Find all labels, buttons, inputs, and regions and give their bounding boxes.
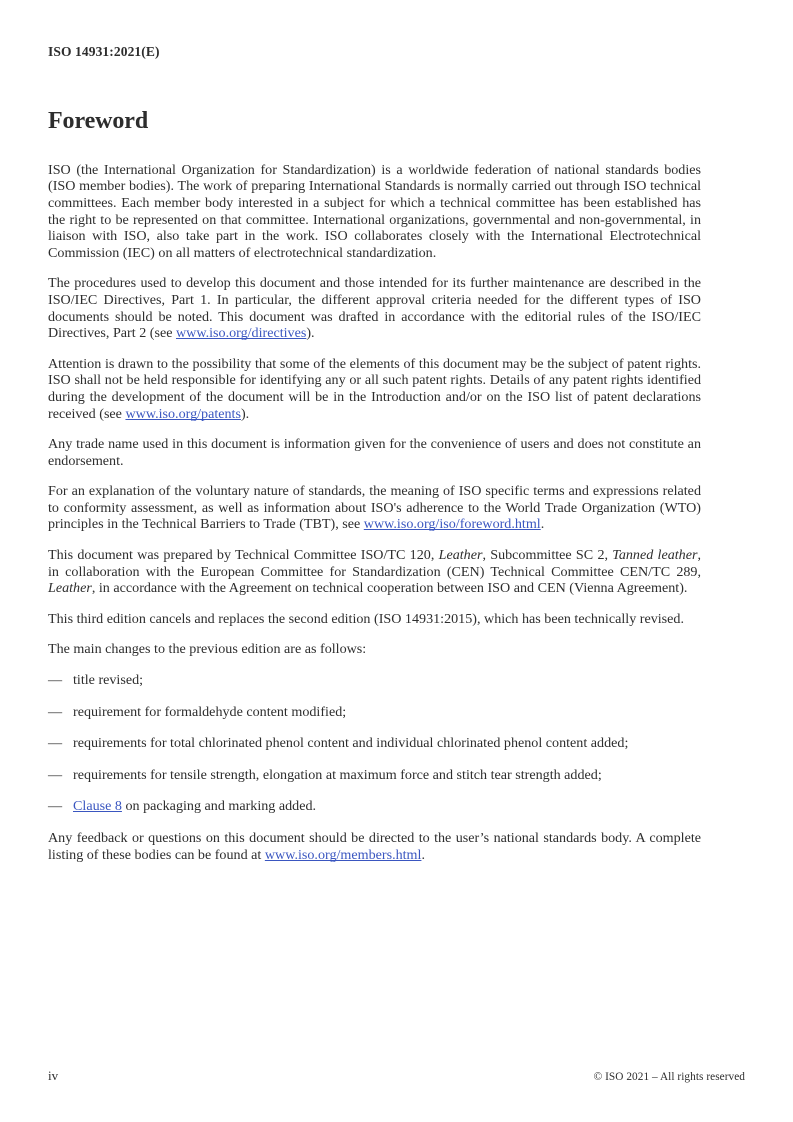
paragraph-voluntary-nature: [48, 483, 701, 533]
em-dash-bullet-icon: —: [48, 703, 63, 720]
list-item-label: requirements for tensile strength, elongation at maximum force and stitch tear strength added;: [73, 766, 602, 783]
list-item-label: on packaging and marking added.: [121, 798, 317, 815]
paragraph-third-edition: This third edition cancels and replaces the second edition (ISO 14931:2015), which has been technically revised.: [48, 610, 684, 627]
committee-segment-3: , in collaboration with the European Committee for Standardization (CEN) Technical Committee CEN/TC 289,: [48, 547, 701, 580]
link-iso-directives[interactable]: www.iso.org/directives: [175, 325, 307, 342]
foreword-body: [48, 162, 701, 863]
list-item-label: title revised;: [73, 672, 144, 689]
page-footer: [48, 1068, 745, 1085]
committee-segment-1: This document was prepared by Technical Committee ISO/TC 120,: [48, 547, 439, 564]
committee-segment-2: , Subcommittee SC 2,: [482, 547, 613, 564]
document-header: ISO 14931:2021(E): [48, 44, 160, 59]
committee-italic-leather-cen289: Leather: [48, 580, 92, 597]
list-item: [48, 704, 701, 721]
em-dash-bullet-icon: —: [48, 798, 63, 815]
list-item: [48, 798, 701, 815]
paragraph-procedures-text-after: ).: [306, 325, 315, 342]
copyright-notice: © ISO 2021 – All rights reserved: [593, 1071, 745, 1083]
page-content: [48, 0, 701, 877]
changes-list: [48, 672, 701, 815]
committee-italic-leather-tc120: Leather: [438, 547, 483, 564]
link-iso-members[interactable]: www.iso.org/members.html: [264, 846, 422, 863]
paragraph-patent-rights-text-after: ).: [240, 405, 250, 422]
list-item-label: requirement for formaldehyde content modified;: [73, 703, 347, 720]
list-item: [48, 767, 701, 784]
em-dash-bullet-icon: —: [48, 766, 63, 783]
paragraph-patent-rights-text-before: Attention is drawn to the possibility that some of the elements of this document may be the subject of patent rights. ISO shall not be held responsible for identifying any or all such patent rights. Details of any patent rights identified during the development of the document will be in the Introduction and/or on the ISO list of patent declarations received (see: [48, 355, 701, 422]
paragraph-procedures-text-before: The procedures used to develop this document and those intended for its further maintenance are described in the ISO/IEC Directives, Part 1. In particular, the different approval criteria needed for the different types of ISO documents should be noted. This document was drafted in accordance with the editorial rules of the ISO/IEC Directives, Part 2 (see: [48, 275, 701, 342]
paragraph-trade-name: Any trade name used in this document is information given for the convenience of users and does not constitute an endorsement.: [48, 436, 701, 469]
paragraph-committee-preparation: [48, 547, 701, 597]
paragraph-scope-of-iso: ISO (the International Organization for Standardization) is a worldwide federation of national standards bodies (ISO member bodies). The work of preparing International Standards is normally carried out through ISO technical committees. Each member body interested in a subject for which a technical committee has been established has the right to be represented on that committee. International organizations, governmental and non-governmental, in liaison with ISO, also take part in the work. ISO collaborates closely with the International Electrotechnical Commission (IEC) on all matters of electrotechnical standardization.: [48, 161, 701, 261]
committee-italic-tanned-leather: Tanned leather: [612, 547, 698, 564]
list-item-label: requirements for total chlorinated phenol content and individual chlorinated phenol content added;: [73, 735, 629, 752]
list-item: [48, 735, 701, 752]
em-dash-bullet-icon: —: [48, 672, 63, 689]
paragraph-procedures: [48, 275, 701, 341]
paragraph-voluntary-nature-text-after: .: [540, 516, 545, 533]
paragraph-voluntary-nature-text-before: For an explanation of the voluntary nature of standards, the meaning of ISO specific terms and expressions related to conformity assessment, as well as information about ISO's adherence to the World Trade Organization (WTO) principles in the Technical Barriers to Trade (TBT), see: [48, 483, 701, 533]
link-iso-foreword[interactable]: www.iso.org/iso/foreword.html: [363, 516, 541, 533]
link-clause-8[interactable]: Clause 8: [73, 798, 122, 815]
paragraph-feedback-text-before: Any feedback or questions on this document should be directed to the user’s national standards body. A complete listing of these bodies can be found at: [48, 830, 701, 863]
paragraph-patent-rights: [48, 356, 701, 422]
page-title: Foreword: [48, 108, 149, 135]
list-item: [48, 672, 701, 689]
paragraph-feedback-text-after: .: [421, 846, 425, 863]
page-number: iv: [48, 1068, 59, 1083]
paragraph-feedback: [48, 830, 701, 863]
committee-segment-4: , in accordance with the Agreement on technical cooperation between ISO and CEN (Vienna Agreement).: [91, 580, 688, 597]
paragraph-main-changes-intro: The main changes to the previous edition are as follows:: [48, 641, 367, 658]
em-dash-bullet-icon: —: [48, 735, 63, 752]
link-iso-patents[interactable]: www.iso.org/patents: [125, 405, 241, 422]
